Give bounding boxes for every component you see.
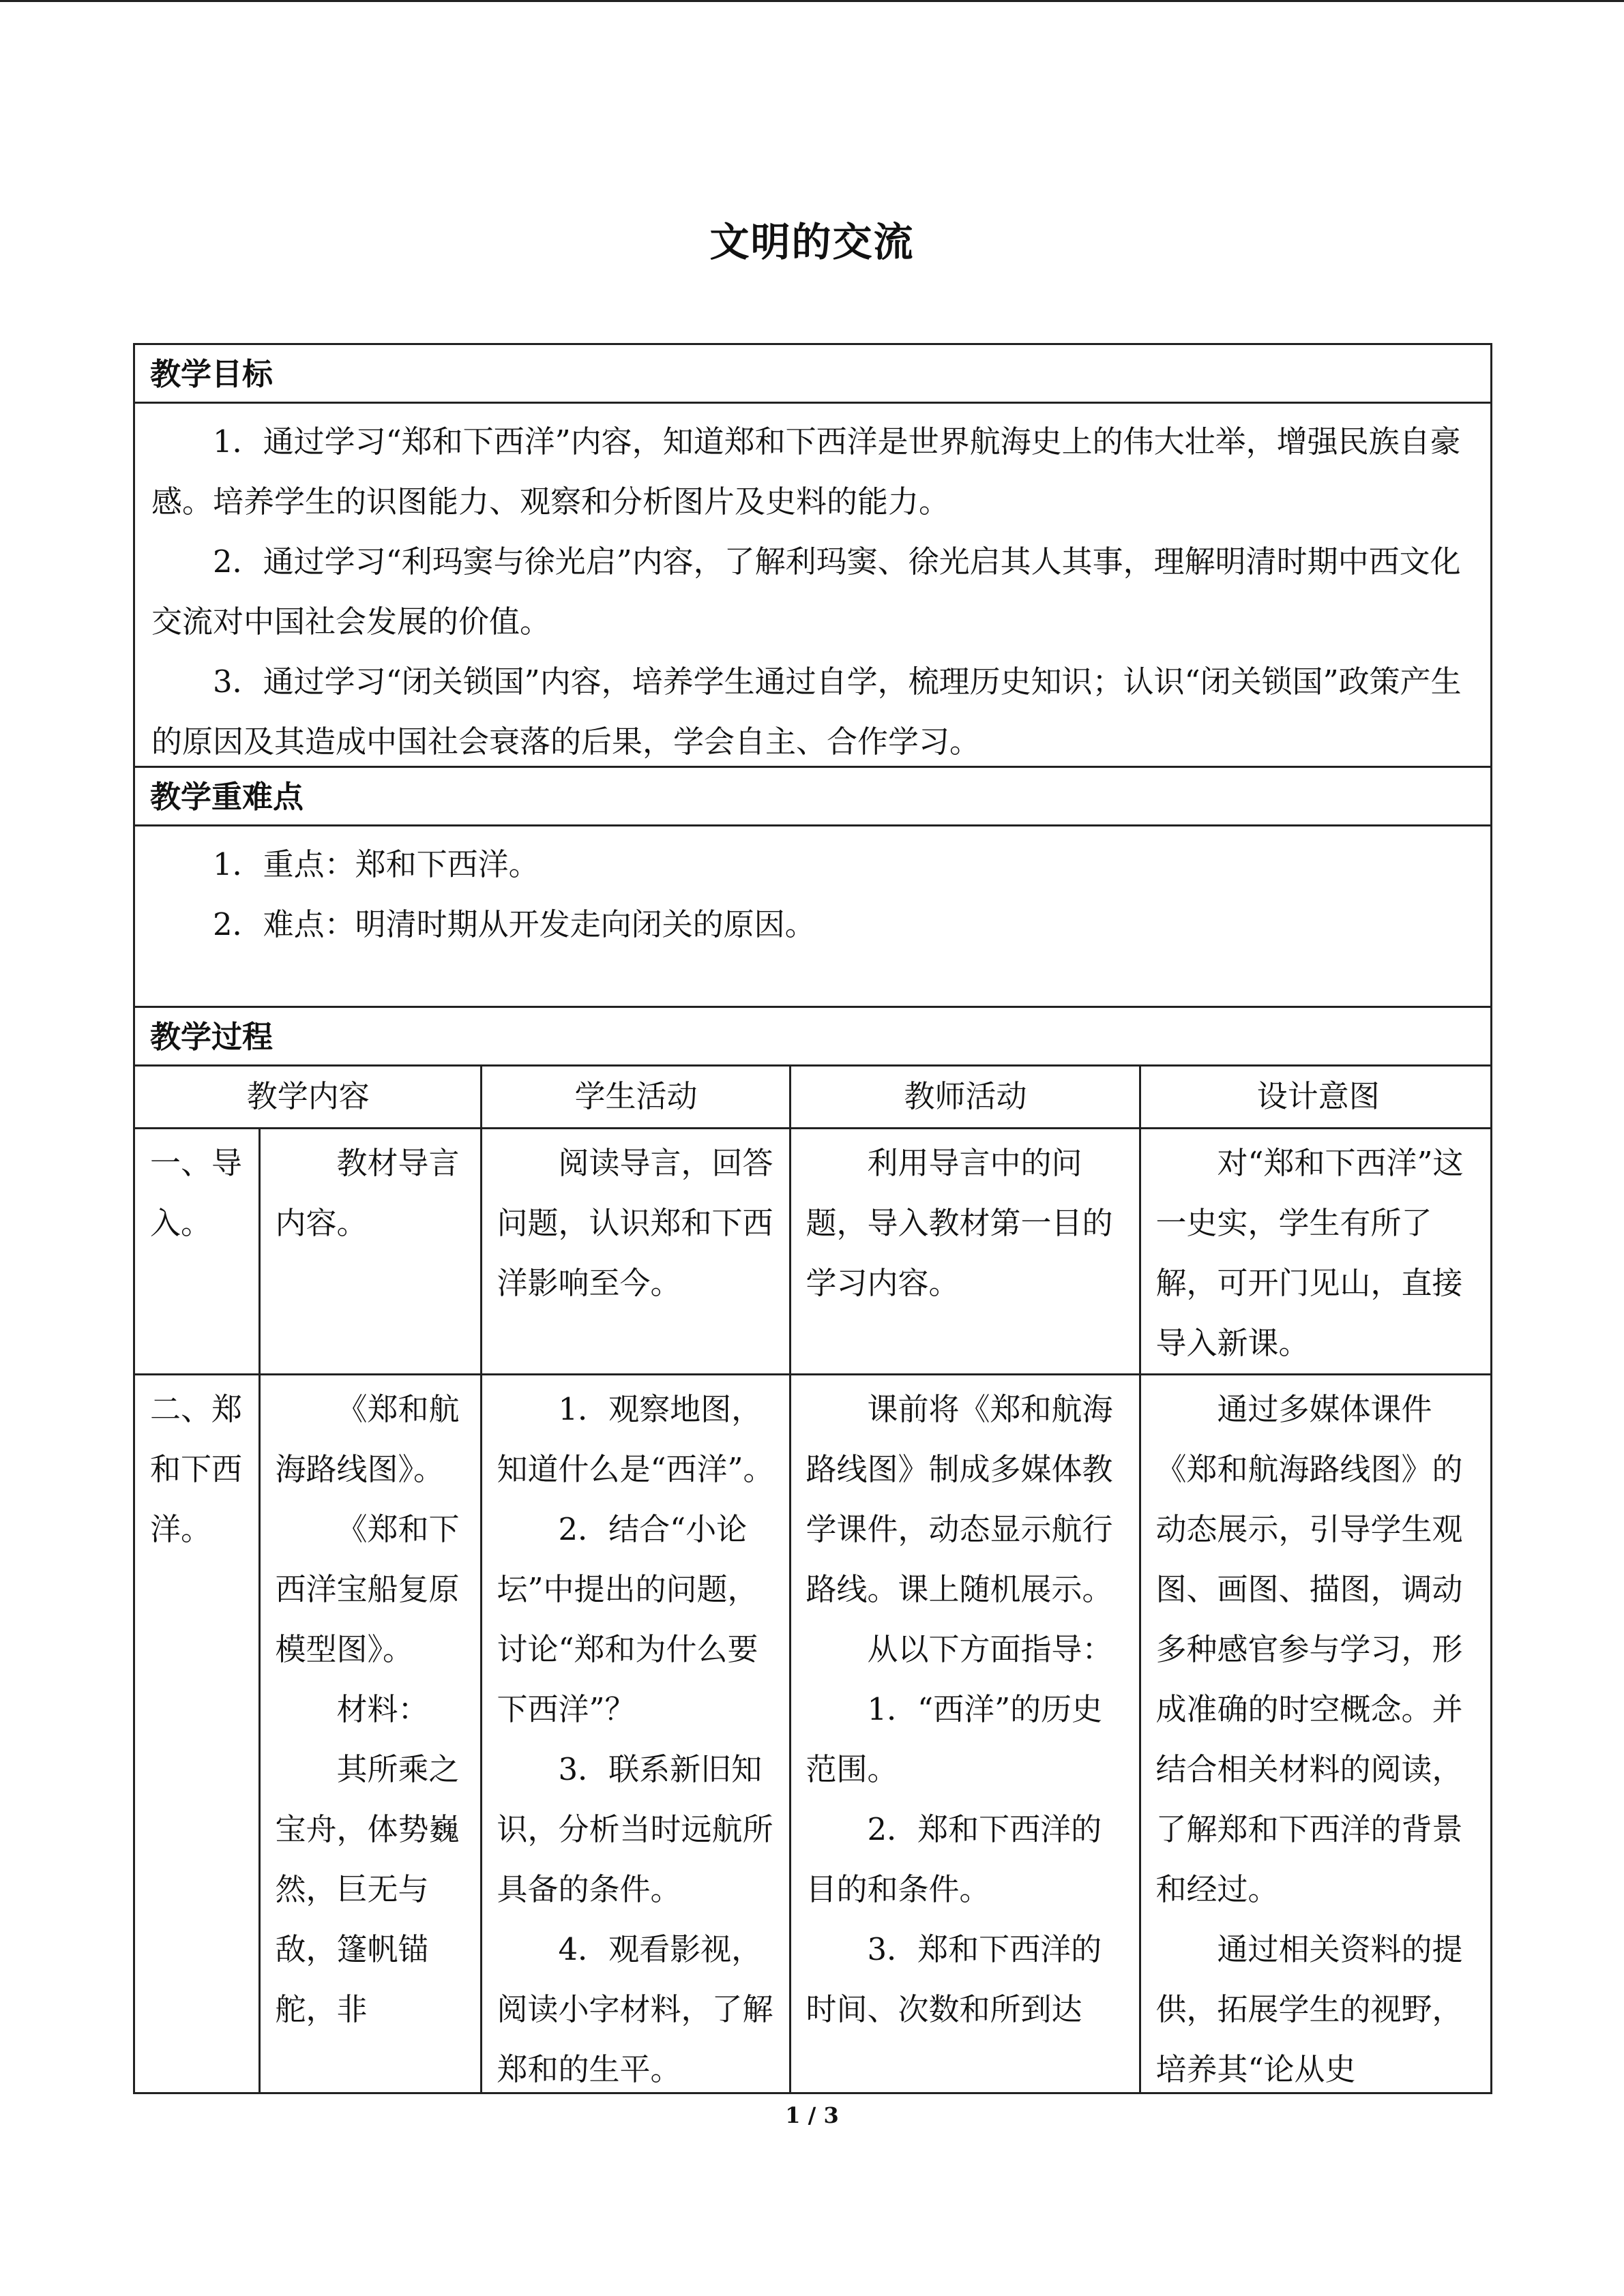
goal-item: 1．通过学习“郑和下西洋”内容，知道郑和下西洋是世界航海史上的伟大壮举，增强民族自豪感。培养学生的识图能力、观察和分析图片及史料的能力。 xyxy=(151,423,1461,520)
teacher-cell: 利用导言中的问题，导入教材第一目的学习内容。 xyxy=(790,1128,1140,1374)
teacher-cell: 课前将《郑和航海路线图》制成多媒体教学课件，动态显示航行路线。课上随机展示。 从以下方面指导： 1．“西洋”的历史范围。 2．郑和下西洋的目的和条件。 3．郑和下西洋的时间、次数和所到达 xyxy=(790,1374,1140,2094)
col-header-student: 学生活动 xyxy=(481,1067,790,1128)
keypoints-body xyxy=(135,826,1490,1008)
table-row xyxy=(135,1374,1492,2094)
material-cell: 教材导言内容。 xyxy=(259,1128,481,1374)
intent-cell: 通过多媒体课件《郑和航海路线图》的动态展示，引导学生观图、画图、描图，调动多种感官参与学习，形成准确的时空概念。并结合相关材料的阅读，了解郑和下西洋的背景和经过。 通过相关资料的提供，拓展学生的视野，培养其“论从史 xyxy=(1140,1374,1492,2094)
intent-cell: 对“郑和下西洋”这一史实，学生有所了解，可开门见山，直接导入新课。 xyxy=(1140,1128,1492,1374)
goal-item: 3．通过学习“闭关锁国”内容，培养学生通过自学，梳理历史知识；认识“闭关锁国”政策产生的原因及其造成中国社会衰落的后果，学会自主、合作学习。 xyxy=(151,664,1462,760)
col-header-content: 教学内容 xyxy=(135,1067,481,1128)
process-heading: 教学过程 xyxy=(135,1008,1490,1067)
material-cell: 《郑和航海路线图》。 《郑和下西洋宝船复原模型图》。 材料： 其所乘之宝舟，体势巍然，巨无与敌，篷帆锚舵，非 xyxy=(259,1374,481,2094)
page-number: 1 / 3 xyxy=(785,2102,839,2128)
page-title: 文明的交流 xyxy=(709,219,915,265)
keypoint-item: 2．难点：明清时期从开发走向闭关的原因。 xyxy=(213,906,816,942)
keypoint-item: 1．重点：郑和下西洋。 xyxy=(213,846,540,882)
table-row xyxy=(135,1128,1492,1374)
top-border-line xyxy=(0,0,1624,2)
section-label: 一、导入。 xyxy=(135,1128,259,1374)
process-table xyxy=(135,1067,1492,2094)
student-cell: 阅读导言，回答问题，认识郑和下西洋影响至今。 xyxy=(481,1128,790,1374)
col-header-intent: 设计意图 xyxy=(1140,1067,1492,1128)
process-header-row xyxy=(135,1067,1492,1128)
goal-item: 2．通过学习“利玛窦与徐光启”内容，了解利玛窦、徐光启其人其事，理解明清时期中西文化交流对中国社会发展的价值。 xyxy=(151,543,1461,640)
goals-heading: 教学目标 xyxy=(135,345,1490,404)
lesson-plan-table xyxy=(133,343,1492,2094)
student-cell: 1．观察地图，知道什么是“西洋”。 2．结合“小论坛”中提出的问题，讨论“郑和为什么要下西洋”？ 3．联系新旧知识，分析当时远航所具备的条件。 4．观看影视，阅读小字材料，了解郑和的生平。 xyxy=(481,1374,790,2094)
section-label: 二、郑和下西洋。 xyxy=(135,1374,259,2094)
goals-body xyxy=(135,404,1490,768)
col-header-teacher: 教师活动 xyxy=(790,1067,1140,1128)
keypoints-heading: 教学重难点 xyxy=(135,768,1490,826)
